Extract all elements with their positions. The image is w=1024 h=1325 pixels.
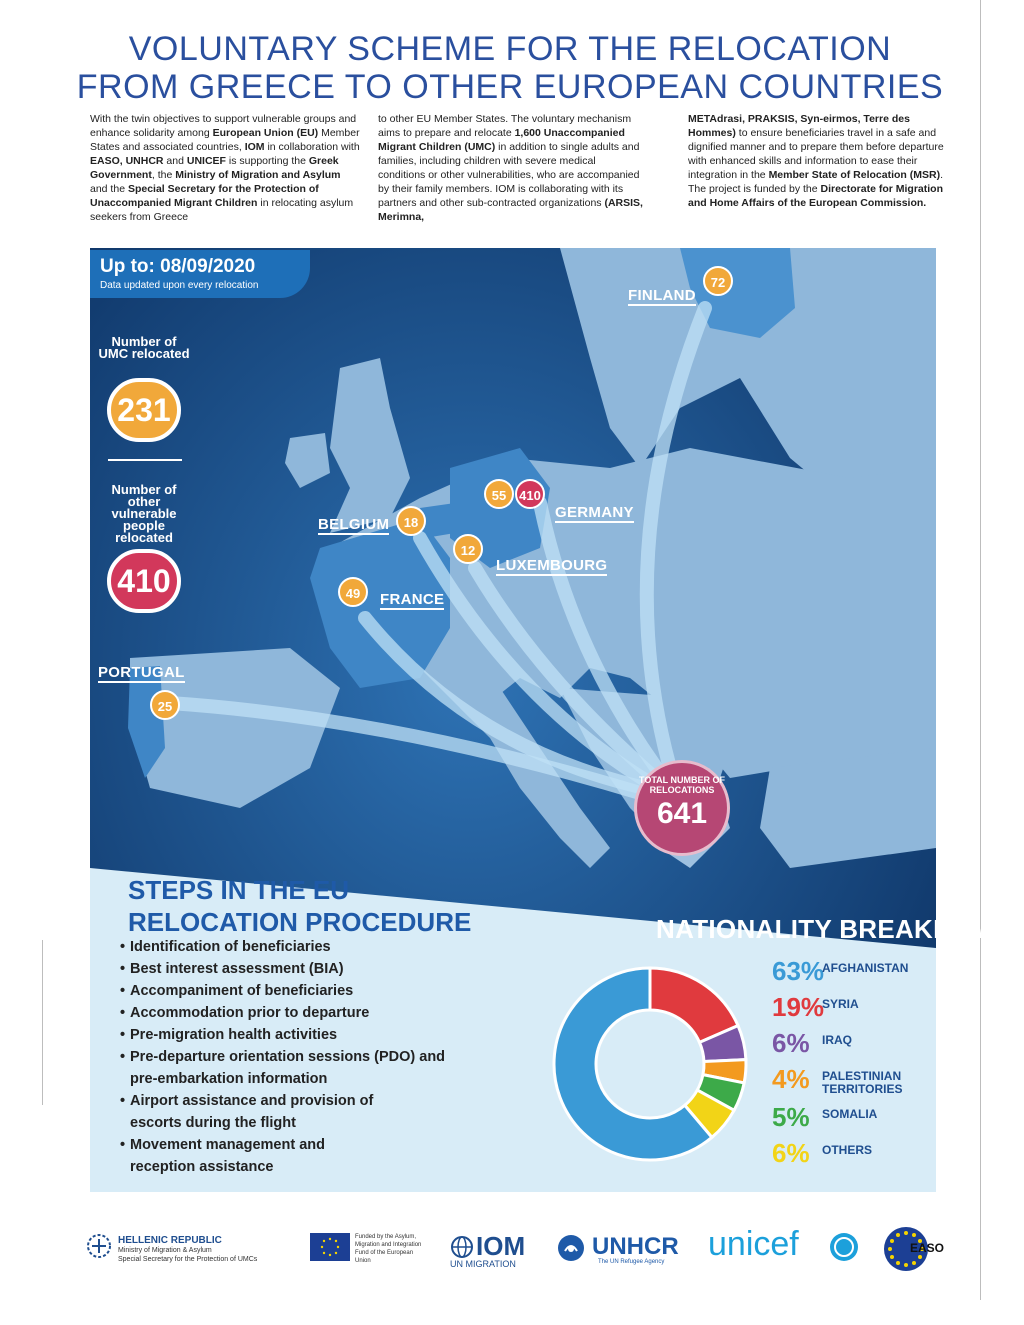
intro-text-run: Member State of Relocation (MSR) <box>768 169 941 181</box>
country-label-finland: FINLAND <box>628 287 696 304</box>
unhcr-emblem-icon <box>556 1233 586 1263</box>
date-badge-main: Up to: 08/09/2020 <box>100 256 256 277</box>
nationality-row <box>772 1064 912 1096</box>
intro-text-run: to ensure beneficiaries travel in a safe and dignified manner and to prepare them before departure with enhanced skills and information to ease their integration in the <box>688 127 944 181</box>
other-vulnerable-value-circle <box>107 549 181 613</box>
nationality-name: SOMALIA <box>822 1107 878 1121</box>
steps-title-line-1: STEPS IN THE EU <box>128 875 350 905</box>
nationality-name: SYRIA <box>822 997 859 1011</box>
country-label-belgium: BELGIUM <box>318 516 390 533</box>
intro-text-run: UNICEF <box>186 155 226 167</box>
list-item: • Identification of beneficiaries <box>120 936 450 958</box>
page-title <box>60 30 960 106</box>
intro-text-run: EASO, UNHCR <box>90 155 164 167</box>
pin-germany: 55 <box>484 479 514 509</box>
nationality-name: AFGHANISTAN <box>822 961 909 975</box>
intro-text-run: 1,600 Unaccompanied Migrant Children (UMC) <box>378 127 625 153</box>
intro-text-run: IOM <box>244 141 265 153</box>
nationality-percent: 6% <box>772 1028 810 1058</box>
hellenic-title: HELLENIC REPUBLIC <box>118 1235 222 1246</box>
list-item: • Airport assistance and provision of escorts during the flight <box>120 1090 390 1134</box>
intro-text-run: in relocating asylum seekers from Greece <box>90 197 354 223</box>
intro-text-run: . The project is funded by the <box>688 169 944 195</box>
list-item: • Accommodation prior to departure <box>120 1002 450 1024</box>
pin-belgium: 18 <box>396 506 426 536</box>
pin-france: 49 <box>338 577 368 607</box>
pin-finland: 72 <box>703 266 733 296</box>
list-item: • Pre-departure orientation sessions (PDO) and pre-embarkation information <box>120 1046 450 1090</box>
umc-value: 231 <box>117 392 171 428</box>
iom-globe-icon <box>450 1235 474 1259</box>
total-relocations-circle <box>634 760 730 856</box>
intro-text-run: , the <box>151 169 176 181</box>
nationality-donut-chart <box>540 954 760 1174</box>
list-item: • Movement management and reception assistance <box>120 1134 370 1178</box>
intro-text-run: European Union (EU) <box>212 127 319 139</box>
list-item: • Pre-migration health activities <box>120 1024 450 1046</box>
country-label-france: FRANCE <box>380 591 445 608</box>
intro-text-run: Greek Government <box>90 155 339 181</box>
nationality-title: NATIONALITY BREAKDOWN <box>656 914 1017 944</box>
hellenic-emblem-icon <box>86 1233 112 1259</box>
intro-text-run: (ARSIS, Merimna, <box>378 197 643 223</box>
intro-text-run: With the twin objectives to support vulnerable groups and enhance solidarity among <box>90 113 357 139</box>
nationality-row <box>772 1138 912 1169</box>
nationality-name: PALESTINIAN TERRITORIES <box>822 1069 903 1096</box>
nationality-percent: 5% <box>772 1102 810 1132</box>
footer-logos <box>0 1225 1024 1275</box>
nationality-name: IRAQ <box>822 1033 852 1047</box>
hellenic-sub1: Ministry of Migration & Asylum <box>118 1247 212 1254</box>
other-vulnerable-value: 410 <box>117 563 171 599</box>
nationality-row <box>772 956 912 987</box>
intro-text-run: is supporting the <box>225 155 309 167</box>
iom-logo-text: IOM <box>476 1231 526 1261</box>
pin-portugal: 25 <box>150 690 180 720</box>
unicef-emblem-icon <box>828 1231 860 1263</box>
nationality-percent: 63% <box>772 956 825 986</box>
intro-text-run: to other EU Member States. The voluntary mechanism aims to prepare and relocate <box>378 113 632 139</box>
intro-text-run: in collaboration with <box>264 141 360 153</box>
total-label: TOTAL NUMBER OF RELOCATIONS <box>639 775 725 795</box>
intro-text-run: and <box>163 155 187 167</box>
umc-label: Number of UMC relocated <box>98 334 190 361</box>
frame-line-left <box>42 940 43 1105</box>
unhcr-sub-text: The UN Refugee Agency <box>598 1259 665 1265</box>
intro-text-run: Directorate for Migration and Home Affairs of the European Commission. <box>688 183 944 209</box>
intro-text-run: Member States and associated countries, <box>90 127 360 153</box>
intro-column-3 <box>688 112 948 210</box>
eu-flag-icon <box>310 1233 350 1261</box>
hellenic-sub2: Special Secretary for the Protection of UMCs <box>118 1256 258 1263</box>
list-item: • Best interest assessment (BIA) <box>120 958 450 980</box>
intro-column-1 <box>90 112 360 224</box>
date-badge <box>90 250 310 298</box>
nationality-percent: 6% <box>772 1138 810 1168</box>
unicef-logo-text: unicef <box>708 1225 799 1263</box>
nationality-percent: 19% <box>772 992 825 1022</box>
intro-text-run: and the <box>90 183 128 195</box>
country-label-portugal: PORTUGAL <box>98 664 185 681</box>
intro-text-run: Ministry of Migration and Asylum <box>175 169 341 181</box>
nationality-row <box>772 1102 912 1133</box>
date-badge-sub: Data updated upon every relocation <box>100 280 259 291</box>
intro-text-run: METAdrasi, PRAKSIS, Syn-eirmos, Terre des Hommes) <box>688 113 910 139</box>
pin-germany-2: 410 <box>515 479 545 509</box>
steps-title-line-2: RELOCATION PROCEDURE <box>128 907 472 937</box>
country-label-germany: GERMANY <box>555 504 634 521</box>
nationality-row <box>772 992 912 1023</box>
list-item: • Accompaniment of beneficiaries <box>120 980 450 1002</box>
eu-funding-text: Funded by the Asylum, Migration and Integration Fund of the European Union <box>355 1234 422 1264</box>
intro-text-run: Special Secretary for the Protection of Unaccompanied Migrant Children <box>90 183 319 209</box>
total-value: 641 <box>656 797 708 830</box>
nationality-name: OTHERS <box>822 1143 873 1157</box>
other-vulnerable-label: Number of other vulnerable people relocated <box>111 482 177 545</box>
title-line-2: FROM GREECE TO OTHER EUROPEAN COUNTRIES <box>76 68 944 106</box>
intro-text-run: in addition to single adults and families, including children with severe medical conditions or other vulnerabilities, who are accompanied by their family members. IOM is collaborating with its partners and other sub-contracted organizations <box>378 141 640 209</box>
umc-value-circle <box>107 378 181 442</box>
sidebar-divider <box>108 459 182 461</box>
country-label-luxembourg: LUXEMBOURG <box>496 557 608 574</box>
steps-title <box>128 874 471 938</box>
nationality-percent: 4% <box>772 1064 810 1094</box>
nationality-row <box>772 1028 912 1059</box>
steps-list <box>120 936 450 1178</box>
iom-sub-text: UN MIGRATION <box>450 1259 516 1269</box>
intro-column-2 <box>378 112 643 224</box>
unhcr-logo-text: UNHCR <box>592 1233 679 1260</box>
easo-logo-text: EASO <box>910 1241 945 1255</box>
pin-luxembourg: 12 <box>453 534 483 564</box>
title-line-1: VOLUNTARY SCHEME FOR THE RELOCATION <box>128 30 892 68</box>
frame-line-right <box>980 0 981 1300</box>
